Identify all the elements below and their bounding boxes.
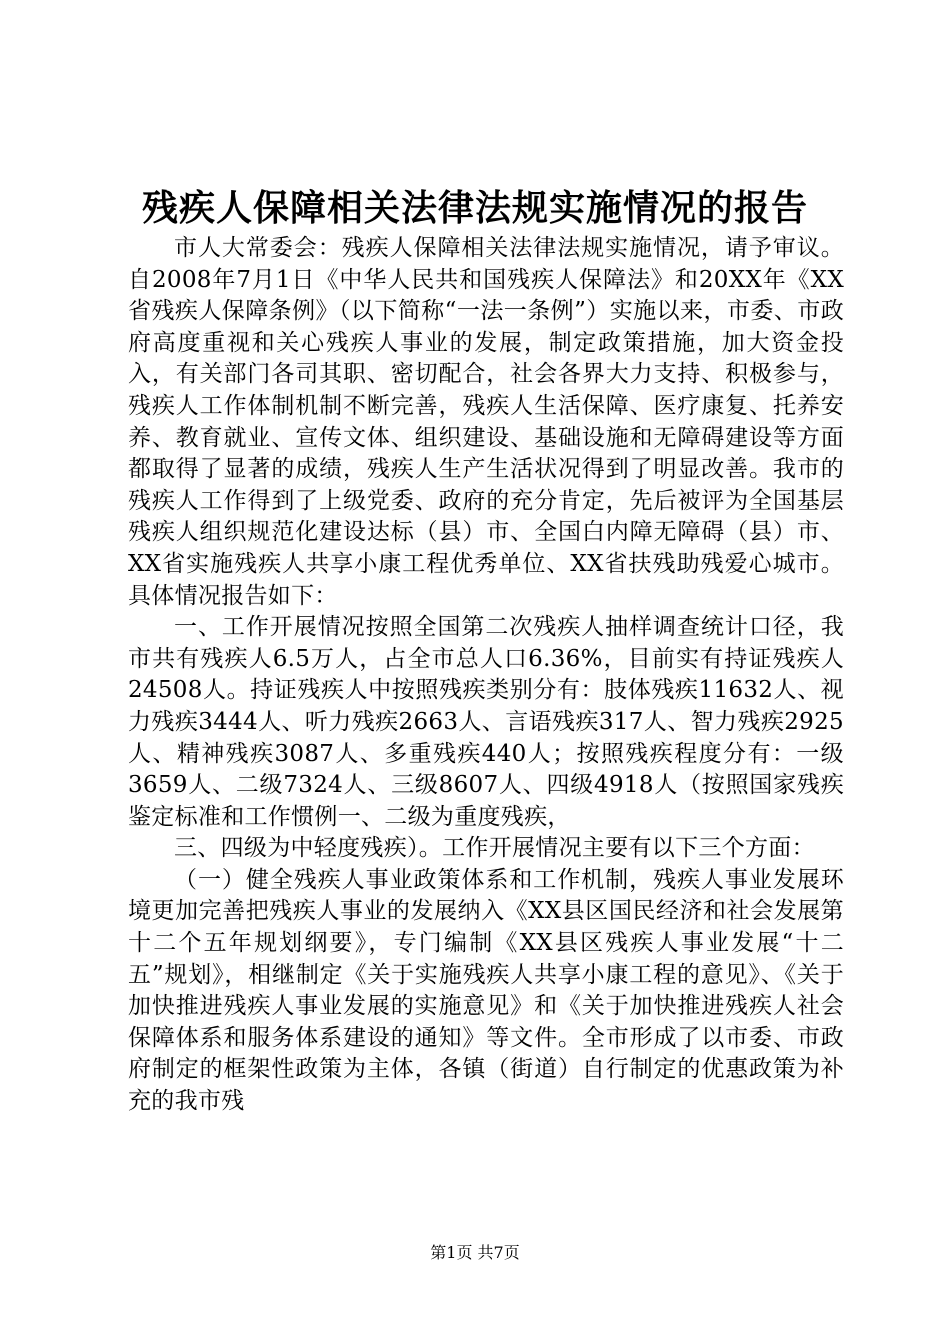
paragraph-policy-system: （一）健全残疾人事业政策体系和工作机制，残疾人事业发展环境更加完善把残疾人事业的发展纳入《XX县区国民经济和社会发展第十二个五年规划纲要》，专门编制《XX县区残疾人事业发展“十二五”规划》，相继制定《关于实施残疾人共享小康工程的意见》、《关于加快推进残疾人事业发展的实施意见》和《关于加快推进残疾人社会保障体系和服务体系建设的通知》等文件。全市形成了以市委、市政府制定的框架性政策为主体，各镇（街道）自行制定的优惠政策为补充的我市残 bbox=[128, 866, 844, 1115]
paragraph-intro: 市人大常委会：残疾人保障相关法律法规实施情况，请予审议。自2008年7月1日《中华人民共和国残疾人保障法》和20XX年《XX省残疾人保障条例》（以下简称“一法一条例”）实施以来，市委、市政府高度重视和关心残疾人事业的发展，制定政策措施，加大资金投入，有关部门各司其职、密切配合，社会各界大力支持、积极参与，残疾人工作体制机制不断完善，残疾人生活保障、医疗康复、托养安养、教育就业、宣传文体、组织建设、基础设施和无障碍建设等方面都取得了显著的成绩，残疾人生产生活状况得到了明显改善。我市的残疾人工作得到了上级党委、政府的充分肯定，先后被评为全国基层残疾人组织规范化建设达标（县）市、全国白内障无障碍（县）市、XX省实施残疾人共享小康工程优秀单位、XX省扶残助残爱心城市。具体情况报告如下： bbox=[128, 235, 844, 609]
page-footer: 第1页 共7页 bbox=[430, 1243, 520, 1262]
document-body bbox=[128, 233, 844, 1118]
document-title: 残疾人保障相关法律法规实施情况的报告 bbox=[141, 188, 808, 229]
paragraph-three-aspects: 三、四级为中轻度残疾）。工作开展情况主要有以下三个方面： bbox=[174, 835, 815, 862]
paragraph-work-overview: 一、工作开展情况按照全国第二次残疾人抽样调查统计口径，我市共有残疾人6.5万人，占全市总人口6.36%，目前实有持证残疾人24508人。持证残疾人中按照残疾类别分有：肢体残疾11632人、视力残疾3444人、听力残疾2663人、言语残疾317人、智力残疾2925人、精神残疾3087人、多重残疾440人；按照残疾程度分有：一级3659人、二级7324人、三级8607人、四级4918人（按照国家残疾鉴定标准和工作惯例一、二级为重度残疾， bbox=[128, 614, 844, 830]
